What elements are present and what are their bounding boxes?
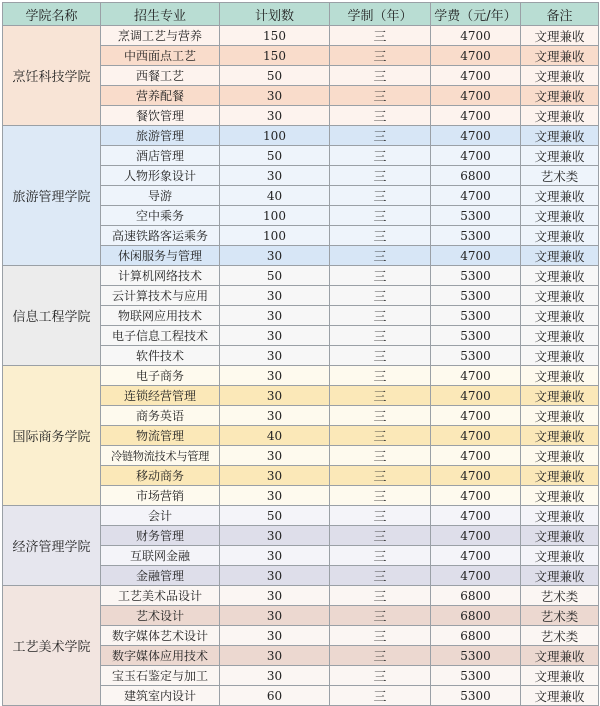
- note-cell: 文理兼收: [521, 666, 599, 686]
- table-row: [3, 126, 599, 146]
- table-row: [3, 366, 599, 386]
- header-years: 学制（年）: [330, 3, 431, 26]
- duration-cell: 三: [330, 26, 431, 46]
- plan-count-cell: 30: [220, 406, 330, 426]
- plan-count-cell: 50: [220, 146, 330, 166]
- plan-count-cell: 50: [220, 66, 330, 86]
- plan-count-cell: 30: [220, 606, 330, 626]
- tuition-cell: 4700: [431, 386, 521, 406]
- plan-count-cell: 30: [220, 446, 330, 466]
- duration-cell: 三: [330, 126, 431, 146]
- major-cell: 营养配餐: [101, 86, 220, 106]
- header-college: 学院名称: [3, 3, 101, 26]
- plan-count-cell: 30: [220, 386, 330, 406]
- college-name-cell: 经济管理学院: [3, 506, 101, 586]
- major-cell: 会计: [101, 506, 220, 526]
- table-row: [3, 506, 599, 526]
- note-cell: 文理兼收: [521, 646, 599, 666]
- note-cell: 文理兼收: [521, 86, 599, 106]
- note-cell: 文理兼收: [521, 546, 599, 566]
- plan-count-cell: 30: [220, 626, 330, 646]
- table-row: [3, 266, 599, 286]
- note-cell: 文理兼收: [521, 106, 599, 126]
- admissions-table: [2, 2, 599, 706]
- tuition-cell: 4700: [431, 506, 521, 526]
- major-cell: 移动商务: [101, 466, 220, 486]
- plan-count-cell: 100: [220, 126, 330, 146]
- note-cell: 艺术类: [521, 626, 599, 646]
- tuition-cell: 4700: [431, 366, 521, 386]
- major-cell: 计算机网络技术: [101, 266, 220, 286]
- major-cell: 物联网应用技术: [101, 306, 220, 326]
- tuition-cell: 4700: [431, 546, 521, 566]
- table-row: [3, 586, 599, 606]
- plan-count-cell: 150: [220, 46, 330, 66]
- duration-cell: 三: [330, 146, 431, 166]
- duration-cell: 三: [330, 546, 431, 566]
- note-cell: 文理兼收: [521, 186, 599, 206]
- tuition-cell: 5300: [431, 646, 521, 666]
- tuition-cell: 4700: [431, 106, 521, 126]
- note-cell: 文理兼收: [521, 446, 599, 466]
- duration-cell: 三: [330, 106, 431, 126]
- duration-cell: 三: [330, 666, 431, 686]
- duration-cell: 三: [330, 366, 431, 386]
- tuition-cell: 5300: [431, 686, 521, 706]
- major-cell: 西餐工艺: [101, 66, 220, 86]
- major-cell: 连锁经营管理: [101, 386, 220, 406]
- major-cell: 人物形象设计: [101, 166, 220, 186]
- note-cell: 文理兼收: [521, 66, 599, 86]
- tuition-cell: 4700: [431, 246, 521, 266]
- duration-cell: 三: [330, 286, 431, 306]
- tuition-cell: 5300: [431, 226, 521, 246]
- major-cell: 中西面点工艺: [101, 46, 220, 66]
- plan-count-cell: 30: [220, 566, 330, 586]
- college-name-cell: 国际商务学院: [3, 366, 101, 506]
- tuition-cell: 4700: [431, 466, 521, 486]
- header-row: [3, 3, 599, 26]
- tuition-cell: 4700: [431, 446, 521, 466]
- note-cell: 文理兼收: [521, 26, 599, 46]
- duration-cell: 三: [330, 66, 431, 86]
- note-cell: 文理兼收: [521, 386, 599, 406]
- tuition-cell: 4700: [431, 186, 521, 206]
- major-cell: 空中乘务: [101, 206, 220, 226]
- plan-count-cell: 30: [220, 306, 330, 326]
- note-cell: 文理兼收: [521, 46, 599, 66]
- plan-count-cell: 50: [220, 506, 330, 526]
- plan-count-cell: 50: [220, 266, 330, 286]
- major-cell: 旅游管理: [101, 126, 220, 146]
- tuition-cell: 4700: [431, 406, 521, 426]
- duration-cell: 三: [330, 486, 431, 506]
- plan-count-cell: 40: [220, 426, 330, 446]
- note-cell: 文理兼收: [521, 226, 599, 246]
- tuition-cell: 5300: [431, 666, 521, 686]
- note-cell: 文理兼收: [521, 486, 599, 506]
- tuition-cell: 6800: [431, 586, 521, 606]
- major-cell: 市场营销: [101, 486, 220, 506]
- note-cell: 文理兼收: [521, 306, 599, 326]
- note-cell: 文理兼收: [521, 506, 599, 526]
- note-cell: 文理兼收: [521, 366, 599, 386]
- major-cell: 财务管理: [101, 526, 220, 546]
- plan-count-cell: 30: [220, 326, 330, 346]
- college-name-cell: 工艺美术学院: [3, 586, 101, 706]
- table-row: [3, 26, 599, 46]
- plan-count-cell: 30: [220, 106, 330, 126]
- major-cell: 导游: [101, 186, 220, 206]
- duration-cell: 三: [330, 86, 431, 106]
- duration-cell: 三: [330, 226, 431, 246]
- duration-cell: 三: [330, 186, 431, 206]
- header-plan: 计划数: [220, 3, 330, 26]
- plan-count-cell: 30: [220, 646, 330, 666]
- note-cell: 艺术类: [521, 606, 599, 626]
- duration-cell: 三: [330, 426, 431, 446]
- tuition-cell: 5300: [431, 306, 521, 326]
- plan-count-cell: 100: [220, 226, 330, 246]
- duration-cell: 三: [330, 686, 431, 706]
- plan-count-cell: 30: [220, 526, 330, 546]
- major-cell: 艺术设计: [101, 606, 220, 626]
- plan-count-cell: 30: [220, 466, 330, 486]
- note-cell: 文理兼收: [521, 206, 599, 226]
- note-cell: 文理兼收: [521, 426, 599, 446]
- duration-cell: 三: [330, 446, 431, 466]
- note-cell: 文理兼收: [521, 406, 599, 426]
- plan-count-cell: 30: [220, 586, 330, 606]
- plan-count-cell: 30: [220, 486, 330, 506]
- plan-count-cell: 30: [220, 666, 330, 686]
- note-cell: 文理兼收: [521, 126, 599, 146]
- tuition-cell: 5300: [431, 326, 521, 346]
- duration-cell: 三: [330, 266, 431, 286]
- duration-cell: 三: [330, 606, 431, 626]
- duration-cell: 三: [330, 566, 431, 586]
- major-cell: 数字媒体艺术设计: [101, 626, 220, 646]
- tuition-cell: 4700: [431, 426, 521, 446]
- college-name-cell: 旅游管理学院: [3, 126, 101, 266]
- duration-cell: 三: [330, 506, 431, 526]
- note-cell: 文理兼收: [521, 686, 599, 706]
- major-cell: 软件技术: [101, 346, 220, 366]
- tuition-cell: 5300: [431, 206, 521, 226]
- duration-cell: 三: [330, 466, 431, 486]
- plan-count-cell: 100: [220, 206, 330, 226]
- tuition-cell: 4700: [431, 66, 521, 86]
- tuition-cell: 4700: [431, 486, 521, 506]
- duration-cell: 三: [330, 46, 431, 66]
- tuition-cell: 5300: [431, 286, 521, 306]
- major-cell: 高速铁路客运乘务: [101, 226, 220, 246]
- tuition-cell: 4700: [431, 86, 521, 106]
- note-cell: 文理兼收: [521, 526, 599, 546]
- plan-count-cell: 30: [220, 246, 330, 266]
- duration-cell: 三: [330, 406, 431, 426]
- plan-count-cell: 30: [220, 366, 330, 386]
- table-header: [3, 3, 599, 26]
- major-cell: 建筑室内设计: [101, 686, 220, 706]
- college-name-cell: 信息工程学院: [3, 266, 101, 366]
- tuition-cell: 4700: [431, 126, 521, 146]
- major-cell: 商务英语: [101, 406, 220, 426]
- major-cell: 电子信息工程技术: [101, 326, 220, 346]
- tuition-cell: 4700: [431, 26, 521, 46]
- major-cell: 餐饮管理: [101, 106, 220, 126]
- major-cell: 休闲服务与管理: [101, 246, 220, 266]
- major-cell: 酒店管理: [101, 146, 220, 166]
- duration-cell: 三: [330, 166, 431, 186]
- note-cell: 文理兼收: [521, 246, 599, 266]
- duration-cell: 三: [330, 626, 431, 646]
- tuition-cell: 4700: [431, 146, 521, 166]
- tuition-cell: 4700: [431, 566, 521, 586]
- plan-count-cell: 30: [220, 86, 330, 106]
- note-cell: 文理兼收: [521, 466, 599, 486]
- header-fee: 学费（元/年）: [431, 3, 521, 26]
- tuition-cell: 6800: [431, 626, 521, 646]
- note-cell: 文理兼收: [521, 566, 599, 586]
- duration-cell: 三: [330, 246, 431, 266]
- table-body: [3, 26, 599, 706]
- header-major: 招生专业: [101, 3, 220, 26]
- duration-cell: 三: [330, 346, 431, 366]
- duration-cell: 三: [330, 386, 431, 406]
- duration-cell: 三: [330, 306, 431, 326]
- plan-count-cell: 40: [220, 186, 330, 206]
- major-cell: 烹调工艺与营养: [101, 26, 220, 46]
- note-cell: 文理兼收: [521, 326, 599, 346]
- note-cell: 艺术类: [521, 586, 599, 606]
- tuition-cell: 4700: [431, 526, 521, 546]
- major-cell: 云计算技术与应用: [101, 286, 220, 306]
- header-note: 备注: [521, 3, 599, 26]
- duration-cell: 三: [330, 526, 431, 546]
- tuition-cell: 6800: [431, 166, 521, 186]
- plan-count-cell: 30: [220, 546, 330, 566]
- tuition-cell: 5300: [431, 266, 521, 286]
- plan-count-cell: 30: [220, 166, 330, 186]
- note-cell: 文理兼收: [521, 266, 599, 286]
- note-cell: 艺术类: [521, 166, 599, 186]
- tuition-cell: 5300: [431, 346, 521, 366]
- plan-count-cell: 60: [220, 686, 330, 706]
- major-cell: 互联网金融: [101, 546, 220, 566]
- duration-cell: 三: [330, 646, 431, 666]
- note-cell: 文理兼收: [521, 286, 599, 306]
- duration-cell: 三: [330, 586, 431, 606]
- duration-cell: 三: [330, 326, 431, 346]
- major-cell: 冷链物流技术与管理: [101, 446, 220, 466]
- major-cell: 数字媒体应用技术: [101, 646, 220, 666]
- note-cell: 文理兼收: [521, 346, 599, 366]
- plan-count-cell: 30: [220, 346, 330, 366]
- major-cell: 电子商务: [101, 366, 220, 386]
- major-cell: 物流管理: [101, 426, 220, 446]
- major-cell: 金融管理: [101, 566, 220, 586]
- major-cell: 工艺美术品设计: [101, 586, 220, 606]
- duration-cell: 三: [330, 206, 431, 226]
- tuition-cell: 4700: [431, 46, 521, 66]
- tuition-cell: 6800: [431, 606, 521, 626]
- plan-count-cell: 150: [220, 26, 330, 46]
- note-cell: 文理兼收: [521, 146, 599, 166]
- major-cell: 宝玉石鉴定与加工: [101, 666, 220, 686]
- college-name-cell: 烹饪科技学院: [3, 26, 101, 126]
- plan-count-cell: 30: [220, 286, 330, 306]
